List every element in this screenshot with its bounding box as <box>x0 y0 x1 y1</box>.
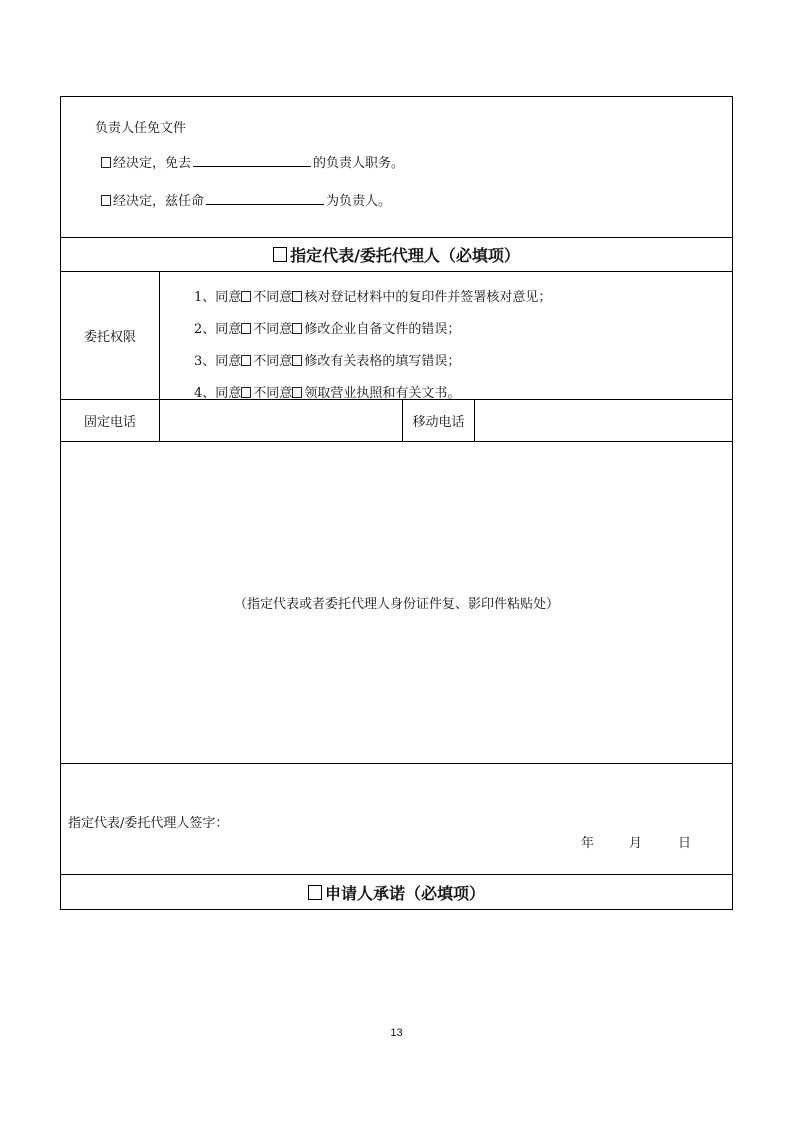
registration-form <box>60 96 733 910</box>
applicant-section-checkbox[interactable] <box>308 885 322 900</box>
agent-section-checkbox[interactable] <box>273 247 287 262</box>
date-year: 年 <box>581 836 595 851</box>
authority-item: 2、同意 不同意 修改企业自备文件的错误； <box>194 322 461 337</box>
agree-checkbox[interactable] <box>241 355 251 366</box>
signature-section <box>61 764 732 875</box>
fixed-phone-input[interactable] <box>160 400 403 441</box>
appointment-title: 负责人任免文件 <box>95 121 187 136</box>
dismiss-checkbox[interactable] <box>101 157 111 168</box>
page-number: 13 <box>390 1027 403 1039</box>
appointment-section <box>61 97 732 238</box>
dismiss-line: 经决定，免去 的负责人职务。 <box>101 152 404 171</box>
dismiss-name-field[interactable] <box>193 154 311 167</box>
appoint-name-field[interactable] <box>206 192 324 205</box>
authority-item: 3、同意 不同意 修改有关表格的填写错误； <box>194 354 461 369</box>
date-day: 日 <box>678 836 692 851</box>
disagree-checkbox[interactable] <box>292 355 302 366</box>
authority-row <box>61 272 732 400</box>
id-copy-text: （指定代表或者委托代理人身份证件复、影印件粘贴处） <box>233 597 559 612</box>
signature-label: 指定代表/委托代理人签字： <box>68 816 229 831</box>
agent-section-header: 指定代表/委托代理人（必填项） <box>61 238 732 272</box>
phone-row <box>61 400 732 442</box>
authority-items <box>160 272 732 399</box>
agree-checkbox[interactable] <box>241 291 251 302</box>
appoint-line: 经决定，兹任命 为负责人。 <box>101 190 391 209</box>
date-month: 月 <box>629 836 643 851</box>
disagree-checkbox[interactable] <box>292 291 302 302</box>
disagree-checkbox[interactable] <box>292 387 302 398</box>
authority-label: 委托权限 <box>61 272 160 399</box>
authority-item: 4、同意 不同意 领取营业执照和有关文书。 <box>194 386 461 401</box>
mobile-phone-label: 移动电话 <box>403 400 475 441</box>
fixed-phone-label: 固定电话 <box>61 400 160 441</box>
mobile-phone-input[interactable] <box>475 400 732 441</box>
authority-item: 1、同意 不同意 核对登记材料中的复印件并签署核对意见； <box>194 290 552 305</box>
id-copy-area[interactable] <box>61 442 732 764</box>
disagree-checkbox[interactable] <box>292 323 302 334</box>
appoint-checkbox[interactable] <box>101 195 111 206</box>
applicant-section-header: 申请人承诺（必填项） <box>61 875 732 909</box>
agree-checkbox[interactable] <box>241 387 251 398</box>
agree-checkbox[interactable] <box>241 323 251 334</box>
